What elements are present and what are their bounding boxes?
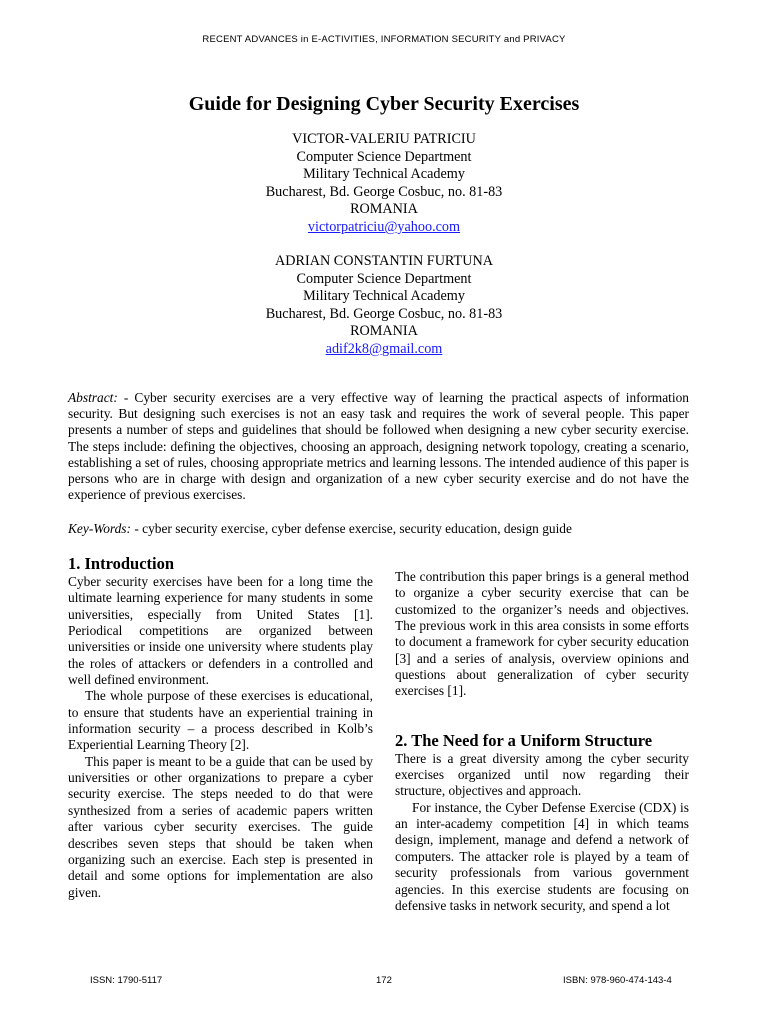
footer-issn: ISSN: 1790-5117 <box>90 975 163 986</box>
author-block-1 <box>0 131 768 237</box>
author-institution: Military Technical Academy <box>303 288 465 305</box>
author-institution: Military Technical Academy <box>303 166 465 183</box>
author-department: Computer Science Department <box>296 148 472 165</box>
author-address: Bucharest, Bd. George Cosbuc, no. 81-83 <box>265 305 503 322</box>
author-email-link[interactable]: adif2k8@gmail.com <box>325 340 443 357</box>
author-email-link[interactable]: victorpatriciu@yahoo.com <box>307 218 461 235</box>
abstract <box>68 390 689 503</box>
paragraph: There is a great diversity among the cyber security exercises organized until now regarding their structure, objectives and approach. <box>395 750 689 799</box>
abstract-label: Abstract: - <box>68 390 129 405</box>
author-block-2 <box>0 253 768 359</box>
paragraph: Cyber security exercises have been for a long time the ultimate learning experience for many students in some universities, especially from United States [1]. Periodical competitions are organized between universities or inside one university where students play the roles of attackers or defenders in a controlled and well defined environment. <box>68 574 373 688</box>
left-column <box>68 554 373 901</box>
abstract-text: Cyber security exercises are a very effective way of learning the practical aspects of information security. But designing such exercises is not an easy task and requires the work of several people. This paper presents a number of steps and guidelines that should be followed when designing a new cyber security exercise. The steps include: defining the objectives, choosing an approach, designing network topology, creating a scenario, establishing a set of rules, choosing appropriate metrics and learning lessons. The intended audience of this paper is persons who are in charge with design and organization of a new cyber security exercise and do not have the experience of previous exercises. <box>68 390 689 503</box>
section-heading-uniform-structure: 2. The Need for a Uniform Structure <box>395 730 653 750</box>
author-country: ROMANIA <box>350 323 418 340</box>
footer-isbn: ISBN: 978-960-474-143-4 <box>563 975 672 986</box>
paragraph: This paper is meant to be a guide that can be used by universities or other organizations to prepare a cyber security exercise. The steps needed to do that were synthesized from a series of academic papers written after various cyber security exercises. The guide describes seven steps that should be taken when organizing such an exercise. Each step is presented in detail and some options for implementation are also given. <box>68 753 373 900</box>
paragraph: The whole purpose of these exercises is educational, to ensure that students have an experiential training in information security – a process described in Kolb’s Experiential Learning Theory [2]. <box>68 688 373 753</box>
author-country: ROMANIA <box>350 201 418 218</box>
footer-page-number: 172 <box>376 975 392 986</box>
section-heading-introduction: 1. Introduction <box>68 554 175 573</box>
right-column <box>395 569 689 914</box>
paragraph: The contribution this paper brings is a general method to organize a cyber security exercise that can be customized to the organizer’s needs and objectives. The previous work in this area consists in some efforts to document a framework for cyber security education [3] and a series of analysis, overview opinions and questions about generalization of cyber security exercises [1]. <box>395 569 689 699</box>
running-head: RECENT ADVANCES in E-ACTIVITIES, INFORMATION SECURITY and PRIVACY <box>202 34 566 45</box>
keywords-text: cyber security exercise, cyber defense exercise, security education, design guide <box>142 521 572 536</box>
paper-title: Guide for Designing Cyber Security Exercises <box>188 93 580 115</box>
author-name: VICTOR-VALERIU PATRICIU <box>292 131 476 147</box>
keywords <box>68 521 689 537</box>
author-address: Bucharest, Bd. George Cosbuc, no. 81-83 <box>265 183 503 200</box>
paragraph: For instance, the Cyber Defense Exercise (CDX) is an inter-academy competition [4] in which teams design, implement, manage and defend a network of computers. The attacker role is played by a team of security professionals from various government agencies. In this exercise students are focusing on defensive tasks in network security, and spend a lot <box>395 799 689 913</box>
keywords-label: Key-Words: - <box>68 521 139 536</box>
author-name: ADRIAN CONSTANTIN FURTUNA <box>275 253 493 269</box>
author-department: Computer Science Department <box>296 270 472 287</box>
